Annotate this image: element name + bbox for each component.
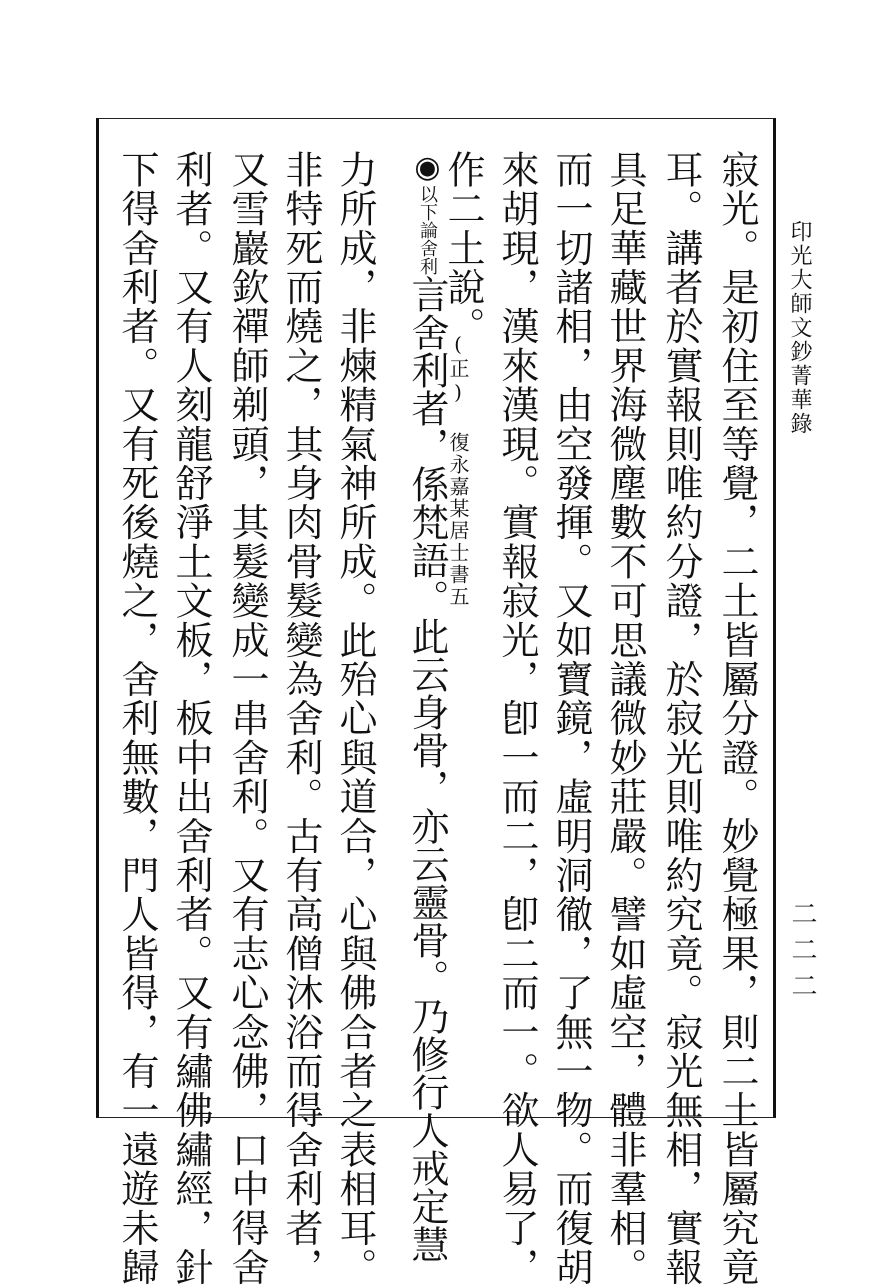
section-start [394,150,450,1263]
page-number: 二二二 [787,900,817,1008]
section-heading-line2: 舍利 [417,239,438,275]
text-column: 作二土說。 [441,150,485,346]
text-column: 言舍利者，係梵語。此云身骨，亦云靈骨。乃修行人戒定慧 [405,275,449,1263]
text-column: 具足華藏世界海微塵數不可思議微妙莊嚴。譬如虛空，體非羣相。 [603,150,647,1287]
letter-citation: (正) 復永嘉某居士書五 [446,332,470,608]
text-column: 利者。又有人刻龍舒淨土文板，板中出舍利者。又有繡佛繡經，針 [169,150,213,1287]
text-column: 非特死而燒之，其身肉骨髮變為舍利。古有高僧沐浴而得舍利者， [279,150,323,1287]
text-column: 來胡現，漢來漢現。實報寂光，卽一而二，卽二而一。欲人易了， [495,150,539,1287]
text-column: 下得舍利者。又有死後燒之，舍利無數，門人皆得，有一遠遊未歸 [115,150,159,1287]
book-title: 印光大師文鈔菁華錄 [787,220,812,436]
text-column: 又雪巖欽禪師剃頭，其髮變成一串舍利。又有志心念佛，口中得舍 [225,150,269,1287]
section-heading-line1: 以下論 [417,185,438,239]
text-column: 耳。講者於實報則唯約分證，於寂光則唯約究竟。寂光無相，實報 [659,150,703,1287]
circle-mark-icon: ◉ [410,150,445,185]
text-column: 而一切諸相，由空發揮。又如寶鏡，虛明洞徹，了無一物。而復胡 [549,150,593,1287]
text-column: 力所成，非煉精氣神所成。此殆心與道合，心與佛合者之表相耳。 [333,150,377,1287]
text-column: 寂光。是初住至等覺，二土皆屬分證。妙覺極果，則二土皆屬究竟 [715,150,759,1287]
